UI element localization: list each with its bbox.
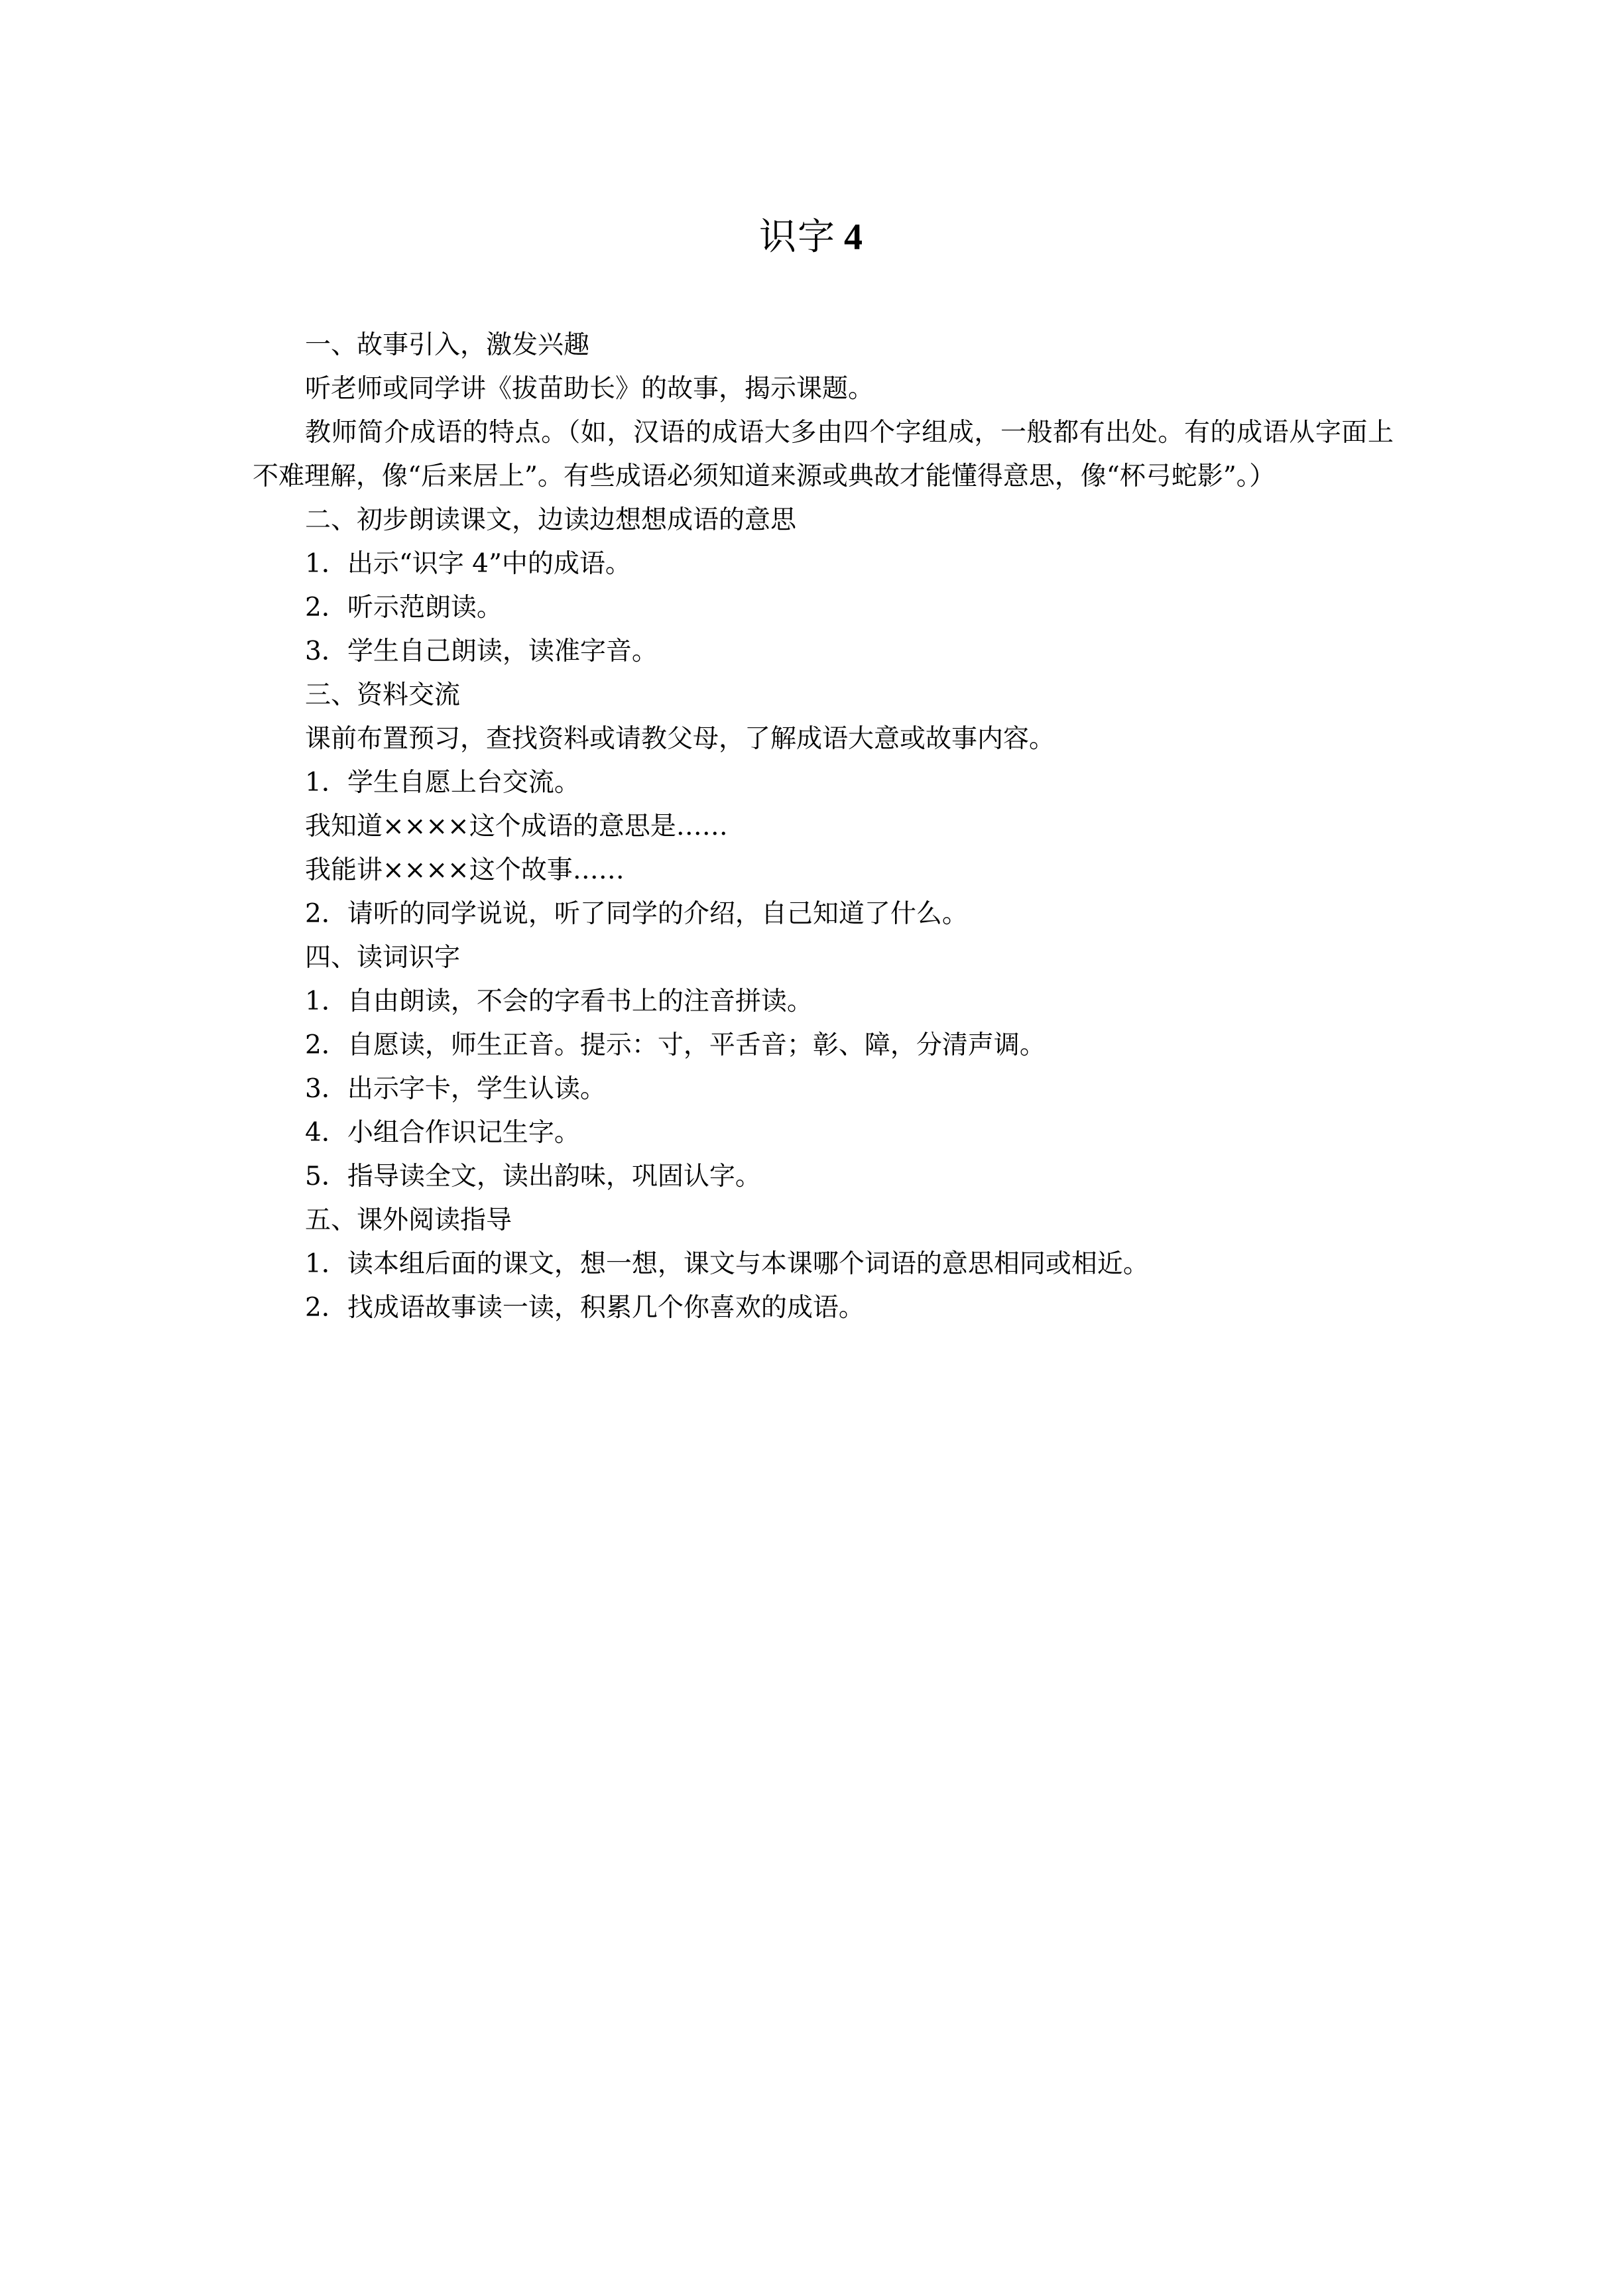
text-paragraph: 教师简介成语的特点。（如，汉语的成语大多由四个字组成，一般都有出处。有的成语从字面上不难理解，像“后来居上”。有些成语必须知道来源或典故才能懂得意思，像“杯弓蛇影”。） — [253, 418, 1394, 491]
list-item: 1．自由朗读，不会的字看书上的注音拼读。 — [305, 987, 813, 1016]
list-item: 1．学生自愿上台交流。 — [305, 768, 580, 798]
list-item: 2．请听的同学说说，听了同学的介绍，自己知道了什么。 — [305, 899, 968, 929]
page-title-text: 识字 — [759, 215, 836, 259]
list-item: 5．指导读全文，读出韵味，巩固认字。 — [305, 1162, 761, 1191]
section-heading-4: 四、读词识字 — [305, 943, 461, 973]
list-item: 2．找成语故事读一读，积累几个你喜欢的成语。 — [305, 1293, 865, 1323]
text-line: 我能讲××××这个故事…… — [305, 855, 625, 885]
text-line: 我知道××××这个成语的意思是…… — [305, 812, 728, 841]
section-heading-1: 一、故事引入，激发兴趣 — [305, 330, 590, 360]
section-heading-5: 五、课外阅读指导 — [305, 1205, 512, 1235]
list-item: 3．学生自己朗读，读准字音。 — [305, 636, 658, 666]
list-item: 2．听示范朗读。 — [305, 593, 503, 623]
list-item: 2．自愿读，师生正音。提示：寸，平舌音；彰、障，分清声调。 — [305, 1030, 1046, 1060]
list-item: 3．出示字卡，学生认读。 — [305, 1074, 606, 1104]
section-heading-3: 三、资料交流 — [305, 680, 461, 710]
document-body — [253, 324, 1394, 1330]
page-title — [0, 211, 1623, 264]
text-line: 听老师或同学讲《拔苗助长》的故事，揭示课题。 — [305, 374, 874, 404]
list-item: 4．小组合作识记生字。 — [305, 1118, 580, 1148]
page-title-number: 4 — [844, 217, 864, 258]
section-heading-2: 二、初步朗读课文，边读边想想成语的意思 — [305, 505, 797, 535]
text-line: 课前布置预习，查找资料或请教父母，了解成语大意或故事内容。 — [305, 724, 1055, 754]
list-item: 1．出示“识字 4”中的成语。 — [305, 549, 631, 579]
list-item: 1．读本组后面的课文，想一想，课文与本课哪个词语的意思相同或相近。 — [305, 1249, 1149, 1279]
